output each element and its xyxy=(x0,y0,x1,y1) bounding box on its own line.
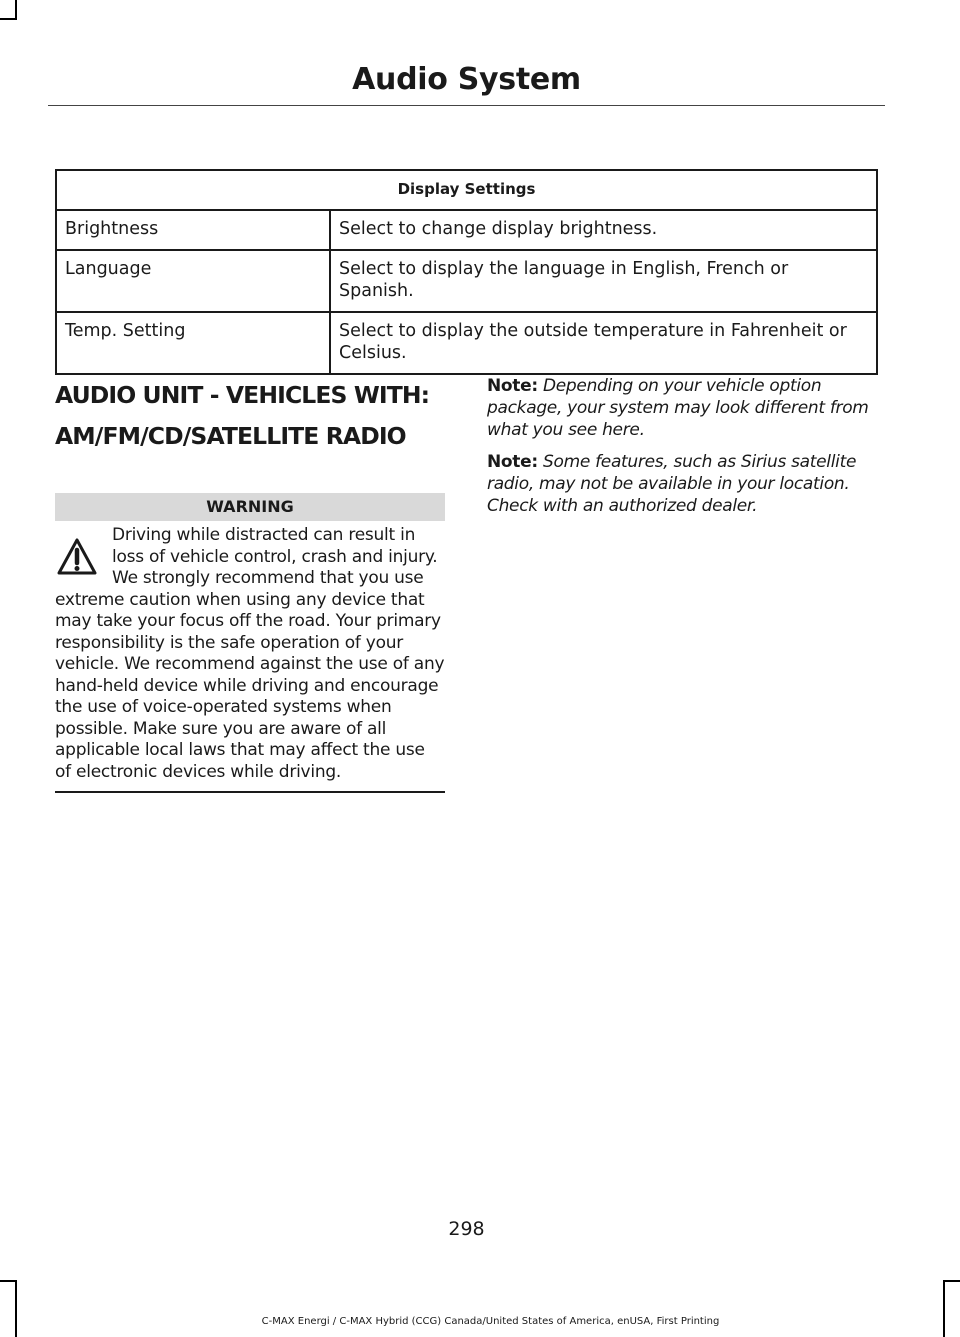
setting-name: Temp. Setting xyxy=(56,312,330,374)
setting-description: Select to display the outside temperature in Fahrenheit or Celsius. xyxy=(330,312,877,374)
section-heading-line2: AM/FM/CD/SATELLITE RADIO xyxy=(55,422,406,450)
table-title: Display Settings xyxy=(56,170,877,210)
page-header-title: Audio System xyxy=(352,62,581,97)
warning-label: WARNING xyxy=(55,493,445,521)
table-header-row xyxy=(56,170,877,210)
crop-mark xyxy=(15,1280,17,1337)
crop-mark xyxy=(0,18,17,20)
setting-description: Select to display the language in English, French or Spanish. xyxy=(330,250,877,312)
setting-description: Select to change display brightness. xyxy=(330,210,877,250)
crop-mark xyxy=(15,0,17,19)
warning-bottom-rule xyxy=(55,791,445,793)
note-paragraph xyxy=(487,451,879,517)
header-divider xyxy=(48,105,885,106)
warning-text: Driving while distracted can result in loss of vehicle control, crash and injury. We strongly recommend that you use extreme caution when using any device that may take your focus off the road. Your primary responsibility is the safe operation of your vehicle. We recommend against the use of any hand-held device while driving and encourage the use of voice-operated systems when possible. Make sure you are aware of all applicable local laws that may affect the use of electronic devices while driving. xyxy=(55,525,445,782)
crop-mark xyxy=(943,1280,945,1337)
table-row xyxy=(56,210,877,250)
setting-name: Language xyxy=(56,250,330,312)
section-heading xyxy=(55,375,445,457)
page-number: 298 xyxy=(448,1218,485,1240)
right-column xyxy=(487,365,879,517)
display-settings-table xyxy=(55,169,878,375)
left-column xyxy=(55,365,445,793)
crop-mark xyxy=(0,1280,17,1282)
footer-edition-text: C-MAX Energi / C-MAX Hybrid (CCG) Canada/United States of America, enUSA, First Printing xyxy=(261,1316,720,1327)
setting-name: Brightness xyxy=(56,210,330,250)
crop-mark xyxy=(943,1280,960,1282)
note-lead: Note: xyxy=(487,452,538,472)
note-paragraph xyxy=(487,375,879,441)
section-heading-line1: AUDIO UNIT - VEHICLES WITH: xyxy=(55,381,430,409)
table-row xyxy=(56,250,877,312)
note-text: Depending on your vehicle option package, your system may look different from what you see here. xyxy=(487,376,869,440)
note-lead: Note: xyxy=(487,376,538,396)
note-text: Some features, such as Sirius satellite radio, may not be available in your location. Check with an authorized dealer. xyxy=(487,452,857,516)
warning-box xyxy=(55,525,445,783)
warning-triangle-icon xyxy=(56,537,98,577)
